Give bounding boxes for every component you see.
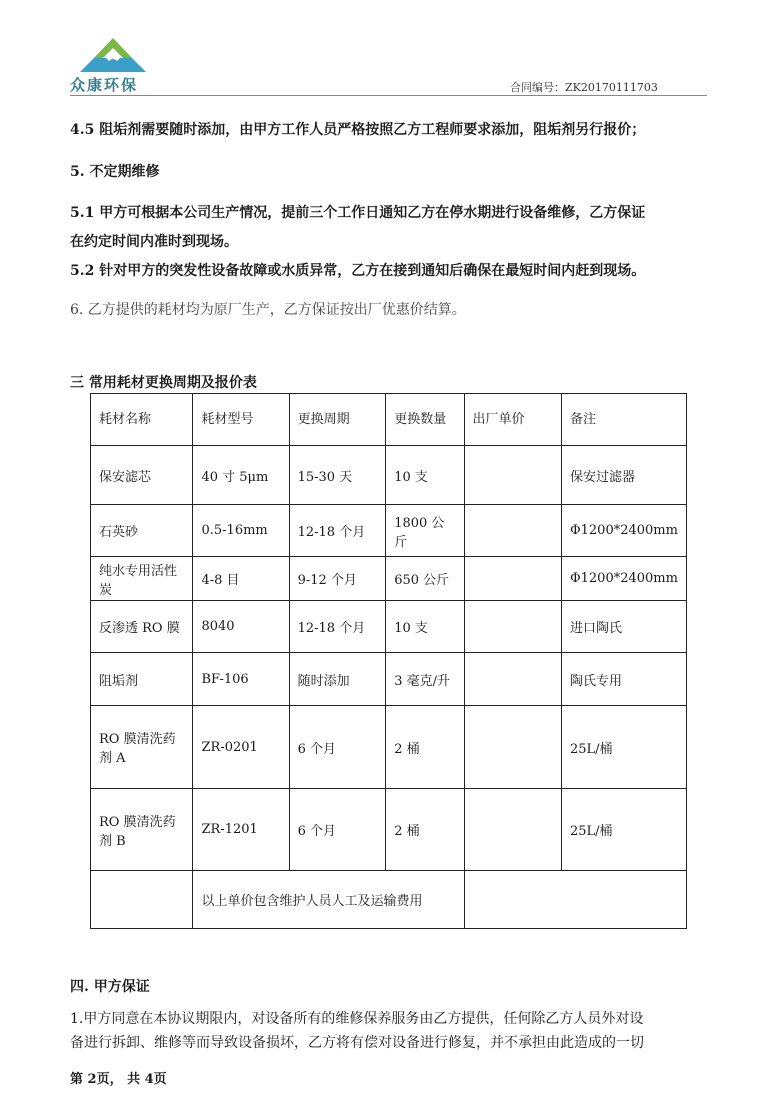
- cell: [464, 505, 561, 557]
- cell: [464, 653, 561, 706]
- clause-5-1-line1: 5.1 甲方可根据本公司生产情况，提前三个工作日通知乙方在停水期进行设备维修，乙方保证: [70, 205, 646, 221]
- cell: 进口陶氏: [561, 601, 686, 653]
- cell: RO 膜清洗药剂 B: [91, 789, 193, 871]
- table-note: 以上单价包含维护人员人工及运输费用: [193, 871, 464, 929]
- clause-5-1-line2: 在约定时间内准时到现场。: [70, 234, 238, 250]
- cell: 15-30 天: [289, 446, 386, 505]
- cell: 反渗透 RO 膜: [91, 601, 193, 653]
- cell: [464, 706, 561, 789]
- cell: 25L/桶: [561, 789, 686, 871]
- table-row: [91, 601, 687, 653]
- cell: 随时添加: [289, 653, 386, 706]
- table-row: [91, 653, 687, 706]
- cell: Φ1200*2400mm: [561, 505, 686, 557]
- table-note-row: [91, 871, 687, 929]
- cell: 12-18 个月: [289, 601, 386, 653]
- table-row: [91, 446, 687, 505]
- section-4-p1-line2: 备进行拆卸、维修等而导致设备损坏，乙方将有偿对设备进行修复，并不承担由此造成的一切: [70, 1035, 644, 1051]
- cell: 10 支: [386, 601, 464, 653]
- cell: 25L/桶: [561, 706, 686, 789]
- cell: [464, 871, 686, 929]
- cell: [464, 789, 561, 871]
- cell: 6 个月: [289, 789, 386, 871]
- th-cycle: 更换周期: [289, 394, 386, 446]
- cell: 9-12 个月: [289, 557, 386, 601]
- cell: 保安过滤器: [561, 446, 686, 505]
- header-divider: [70, 95, 707, 96]
- section-5-title: 5. 不定期维修: [70, 164, 160, 180]
- section-4-p1-line1: 1.甲方同意在本协议期限内，对设备所有的维修保养服务由乙方提供，任何除乙方人员外对设: [70, 1011, 644, 1027]
- cell: 8040: [193, 601, 289, 653]
- cell: 2 桶: [386, 789, 464, 871]
- cell: 12-18 个月: [289, 505, 386, 557]
- cell: 6 个月: [289, 706, 386, 789]
- cell: BF-106: [193, 653, 289, 706]
- cell: 40 寸 5μm: [193, 446, 289, 505]
- cell: RO 膜清洗药剂 A: [91, 706, 193, 789]
- th-name: 耗材名称: [91, 394, 193, 446]
- th-qty: 更换数量: [386, 394, 464, 446]
- th-model: 耗材型号: [193, 394, 289, 446]
- cell: 纯水专用活性炭: [91, 557, 193, 601]
- cell: 1800 公斤: [386, 505, 464, 557]
- consumables-table: [90, 393, 687, 929]
- table-header-row: [91, 394, 687, 446]
- cell: 陶氏专用: [561, 653, 686, 706]
- cell: 2 桶: [386, 706, 464, 789]
- page-footer: 第 2页， 共 4页: [70, 1072, 167, 1087]
- th-remark: 备注: [561, 394, 686, 446]
- cell: ZR-1201: [193, 789, 289, 871]
- logo-text: 众康环保: [70, 76, 139, 94]
- cell: 0.5-16mm: [193, 505, 289, 557]
- table-row: [91, 505, 687, 557]
- th-price: 出厂单价: [464, 394, 561, 446]
- cell: 阻垢剂: [91, 653, 193, 706]
- cell: 3 毫克/升: [386, 653, 464, 706]
- table-row: [91, 557, 687, 601]
- cell: 4-8 目: [193, 557, 289, 601]
- table-row: [91, 789, 687, 871]
- cell: [91, 871, 193, 929]
- cell: [464, 446, 561, 505]
- cell: 650 公斤: [386, 557, 464, 601]
- clause-6: 6. 乙方提供的耗材均为原厂生产，乙方保证按出厂优惠价结算。: [70, 302, 466, 318]
- clause-4-5: 4.5 阻垢剂需要随时添加，由甲方工作人员严格按照乙方工程师要求添加，阻垢剂另行报价；: [70, 122, 646, 138]
- section-3-title: 三 常用耗材更换周期及报价表: [70, 375, 257, 391]
- cell: Φ1200*2400mm: [561, 557, 686, 601]
- cell: [464, 601, 561, 653]
- cell: ZR-0201: [193, 706, 289, 789]
- contract-number: 合同编号：ZK20170111703: [510, 81, 658, 94]
- section-4-title: 四. 甲方保证: [70, 979, 150, 995]
- clause-5-2: 5.2 针对甲方的突发性设备故障或水质异常，乙方在接到通知后确保在最短时间内赶到现场。: [70, 263, 646, 279]
- cell: 10 支: [386, 446, 464, 505]
- cell: 石英砂: [91, 505, 193, 557]
- cell: [464, 557, 561, 601]
- cell: 保安滤芯: [91, 446, 193, 505]
- table-row: [91, 706, 687, 789]
